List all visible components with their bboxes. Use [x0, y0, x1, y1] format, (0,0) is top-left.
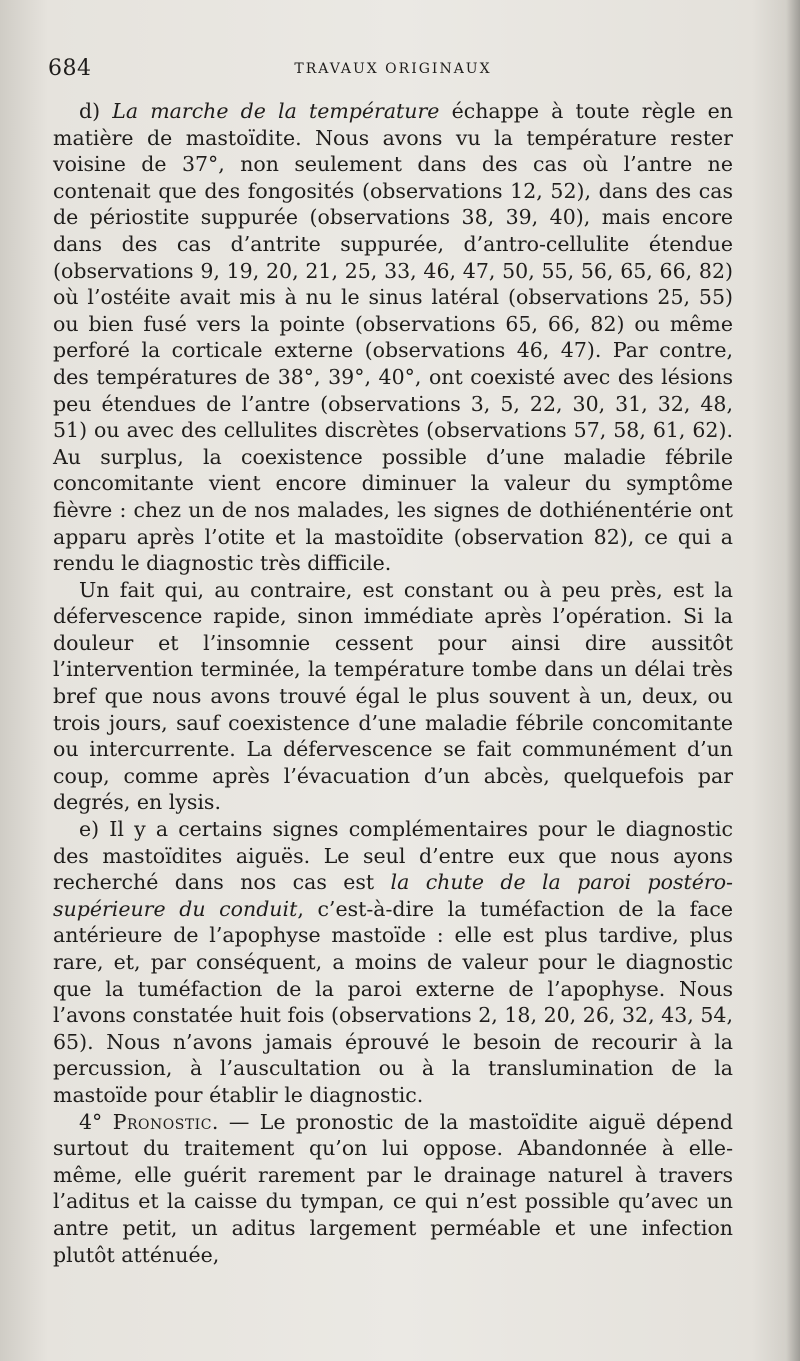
- paragraph-temperature: [53, 98, 733, 577]
- page-header: [48, 56, 738, 86]
- spine-shadow: [786, 0, 800, 1361]
- paragraph-prognosis: [53, 1109, 733, 1269]
- paragraph-text: échappe à toute règle en matière de mastoïdite. Nous avons vu la température rester voisine de 37°, non seulement dans des cas où l’antre ne contenait que des fongosités (observations 12, 52), dans des cas de périostite suppurée (observations 38, 39, 40), mais encore dans des cas d’antrite suppurée, d’antro-cellulite étendue (observations 9, 19, 20, 21, 25, 33, 46, 47, 50, 55, 56, 65, 66, 82) où l’ostéite avait mis à nu le sinus latéral (observations 25, 55) ou bien fusé vers la pointe (observations 65, 66, 82) ou même perforé la corticale externe (observations 46, 47). Par contre, des températures de 38°, 39°, 40°, ont coexisté avec des lésions peu étendues de l’antre (observations 3, 5, 22, 30, 31, 32, 48, 51) ou avec des cellulites discrètes (observations 57, 58, 61, 62). Au surplus, la coexistence possible d’une maladie fébrile concomitante vient encore diminuer la valeur du symptôme fièvre : chez un de nos malades, les signes de dothiénentérie ont apparu après l’otite et la mastoïdite (observation 82), ce qui a rendu le diagnostic très difficile.: [53, 99, 734, 576]
- paragraph-complementary-signs: [53, 816, 733, 1109]
- body-text: [53, 98, 733, 1268]
- paragraph-text: Il y a certains signes complémentaires pour le diagnostic des mastoïdites aiguës. Le seul d’entre eux que nous ayons recherché dans nos cas est: [53, 817, 733, 895]
- item-marker-d: d): [79, 99, 113, 123]
- page-number: 684: [48, 56, 92, 81]
- paragraph-text: , c’est-à-dire la tuméfaction de la face antérieure de l’apophyse mastoïde : elle est plus tardive, plus rare, et, par conséquent, a moins de valeur pour le diagnostic que la tuméfaction de la paroi externe de l’apophyse. Nous l’avons constatée huit fois (observations 2, 18, 20, 26, 32, 43, 54, 65). Nous n’avons jamais éprouvé le besoin de recourir à la percussion, à l’auscultation ou à la translumination de la mastoïde pour établir le diagnostic.: [53, 896, 733, 1107]
- running-head: TRAVAUX ORIGINAUX: [294, 61, 492, 77]
- italic-term: la chute de la paroi postéro-supérieure du conduit: [53, 870, 733, 921]
- italic-lead: La marche de la température: [112, 99, 440, 123]
- paragraph-defervescence: [53, 577, 733, 816]
- section-title: Pronostic: [112, 1109, 212, 1134]
- item-marker-e: e): [79, 817, 110, 842]
- paragraph-text: . — Le pronostic de la mastoïdite aiguë dépend surtout du traitement qu’on lui oppose. Abandonnée à elle-même, elle guérit rarement par le drainage naturel à travers l’aditus et la caisse du tympan, ce qui n’est possible qu’avec un antre petit, un aditus largement perméable et une infection plutôt atténuée,: [53, 1109, 734, 1267]
- paragraph-text: Un fait qui, au contraire, est constant ou à peu près, est la défervescence rapide, sinon immédiate après l’opération. Si la douleur et l’insomnie cessent pour ainsi dire aussitôt l’intervention terminée, la température tombe dans un délai très bref que nous avons trouvé égal le plus souvent à un, deux, ou trois jours, sauf coexistence d’une maladie fébrile concomitante ou intercurrente. La défervescence se fait communément d’un coup, comme après l’évacuation d’un abcès, quelquefois par degrés, en lysis.: [53, 577, 733, 815]
- section-number: 4°: [79, 1109, 113, 1134]
